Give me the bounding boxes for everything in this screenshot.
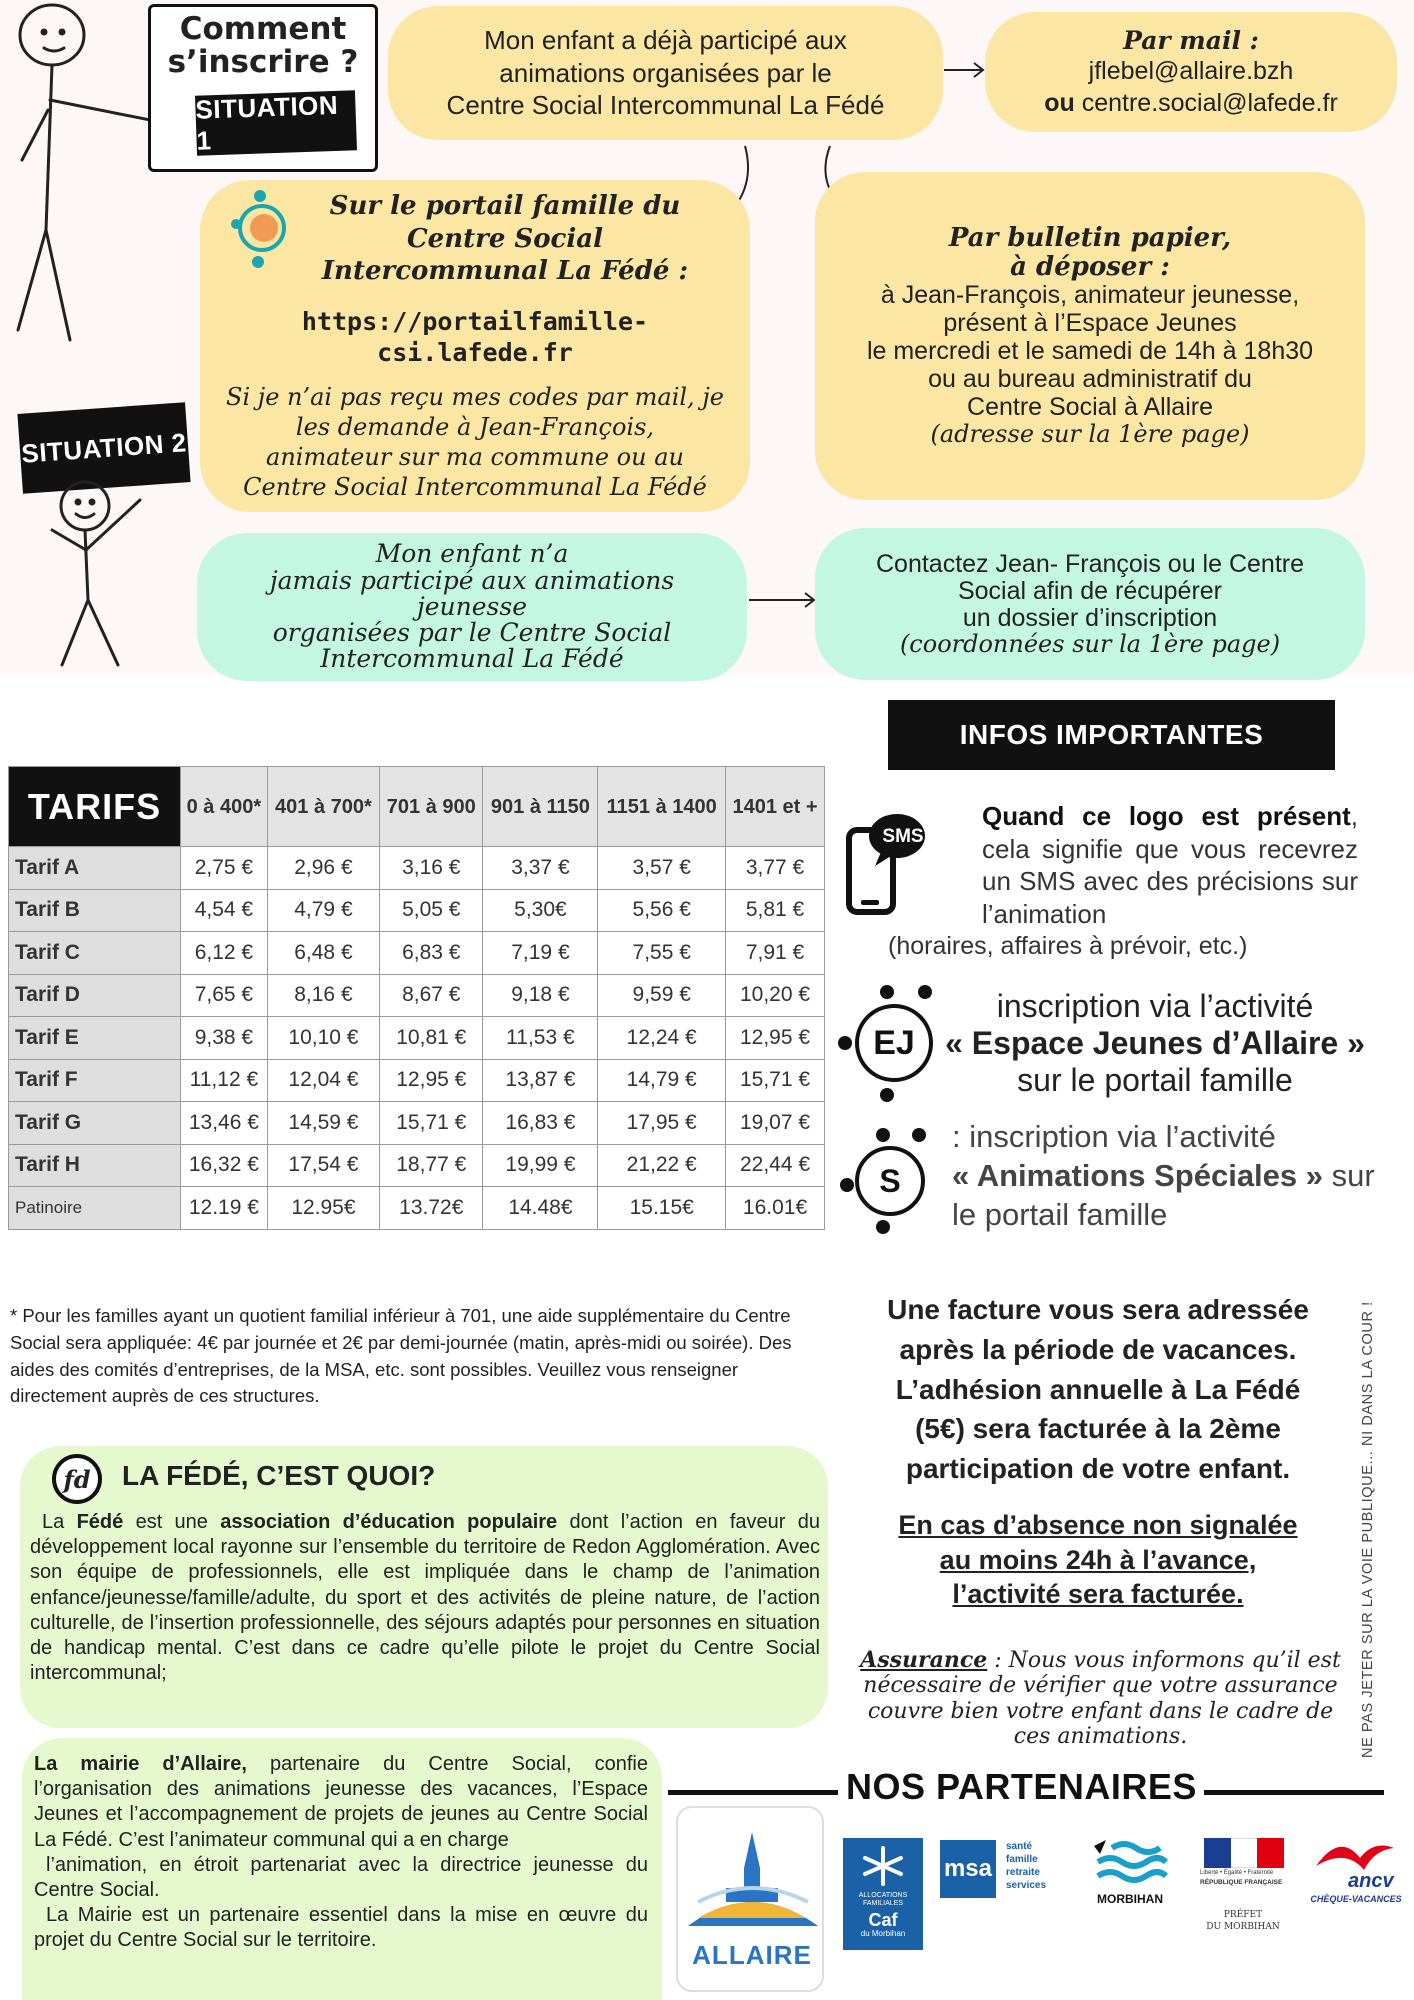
tarif-cell: 11,53 € [483,1017,598,1060]
tarif-cell: 14.48€ [483,1187,598,1230]
facture-line-3: L’adhésion annuelle à La Fédé [895,1373,1301,1405]
tarif-footnote: * Pour les familles ayant un quotient familial inférieur à 701, une aide supplémentaire du Centre Social sera appliquée: 4€ par journée et 2€ par demi-journée (matin, après-midi ou soirée). Des aides des comités d’entreprises, de la MSA, etc. sont possibles. Veuillez vous renseigner directement auprès de ces structures. [10,1305,792,1407]
s-dot-icon [876,1128,890,1142]
absence-line-3: l’activité sera facturée. [952,1579,1244,1610]
contact-line-3: un dossier d’inscription [962,603,1218,632]
tarifs-title: TARIFS [9,767,181,847]
tarif-cell: 6,83 € [380,932,483,975]
portail-title-2: Centre Social [406,223,603,254]
tarif-cell: 6,12 € [181,932,268,975]
tarif-cell: 15,71 € [380,1102,483,1145]
title-line-1: Comment [179,11,347,47]
tarif-cell: 2,75 € [181,847,268,890]
tarif-cell: 13,87 € [483,1059,598,1102]
s-dot-icon [912,1128,926,1142]
sms-explanation [982,800,1358,930]
tarif-cell: 12,24 € [598,1017,726,1060]
situation-2-line-3: organisées par le Centre Social [272,618,672,648]
s-badge-icon: S [855,1146,925,1216]
mairie-text-3: La Mairie est un partenaire essentiel dans la mise en œuvre du projet du Centre Social sur le territoire. [34,1904,648,1952]
table-row [9,1144,825,1187]
ej-dot-icon [880,1088,894,1102]
morbihan-waves-icon [1088,1836,1172,1892]
arrow-right-icon [940,55,990,85]
tarifs-column-header: 701 à 900 [380,767,483,847]
republique-flag-icon [1204,1838,1284,1868]
tarif-cell: 19,07 € [726,1102,825,1145]
caf-line-3: du Morbihan [860,1929,906,1939]
situation-1-line-1: Mon enfant a déjà participé aux [484,25,847,56]
mail-address-1[interactable]: jflebel@allaire.bzh [1088,57,1294,86]
arrow-right-icon [745,585,820,615]
tarif-cell: 22,44 € [726,1144,825,1187]
tarif-cell: 15,71 € [726,1059,825,1102]
situation-2-bubble [197,533,747,681]
s-dot-icon [840,1178,854,1192]
tarif-cell: 8,16 € [267,974,379,1017]
tarif-cell: 17,54 € [267,1144,379,1187]
assurance-notice [848,1648,1353,1749]
mail-or: ou [1044,88,1075,117]
bulletin-line-4: ou au bureau administratif du [928,365,1252,394]
sms-badge-label: SMS [882,826,924,847]
tarifs-column-header: 401 à 700* [267,767,379,847]
la-fede-p-mid: est une [123,1511,221,1533]
ej-dot-icon [880,985,894,999]
situation-2-line-4: Intercommunal La Fédé [320,644,624,674]
tarifs-column-header: 0 à 400* [181,767,268,847]
table-row [9,889,825,932]
msa-line-2: famille [1006,1854,1038,1865]
sms-explanation-text: , cela signifie que vous recevrez un SMS avec des précisions sur l’animation [982,801,1358,929]
portail-note-1: Si je n’ai pas reçu mes codes par mail, je [226,383,724,411]
table-row [9,1059,825,1102]
s-text [952,1118,1392,1234]
msa-line-4: services [1006,1880,1047,1891]
situation-2-line-2: jamais participé aux animations jeunesse [269,565,675,621]
msa-line-3: retraite [1006,1867,1040,1878]
republique-motto: Liberté • Égalité • Fraternité [1200,1870,1274,1876]
situation-1-line-3: Centre Social Intercommunal La Fédé [446,90,885,121]
situation-1-bubble [388,6,943,140]
tarif-cell: 5,05 € [380,889,483,932]
la-fede-p-bold-2: association d’éducation populaire [220,1511,558,1533]
mairie-bold: La mairie d’Allaire, [34,1753,247,1775]
tarif-cell: 14,59 € [267,1102,379,1145]
tarif-cell: 10,81 € [380,1017,483,1060]
tarifs-column-header: 901 à 1150 [483,767,598,847]
allaire-logo [676,1806,824,1992]
stick-figure-waving-illustration [40,470,170,670]
tarif-cell: 9,59 € [598,974,726,1017]
bulletin-line-3: le mercredi et le samedi de 14h à 18h30 [866,337,1314,366]
infos-importantes-header: INFOS IMPORTANTES [888,700,1335,770]
tarif-cell: 12.19 € [181,1187,268,1230]
prefet-line-2: DU MORBIHAN [1206,1922,1280,1932]
ej-line-1: inscription via l’activité [996,988,1314,1024]
republique-name: RÉPUBLIQUE FRANÇAISE [1200,1879,1283,1886]
assurance-label: Assurance [860,1647,988,1673]
partners-rule-left [668,1790,838,1795]
bulletin-note: (adresse sur la 1ère page) [930,420,1250,449]
table-row [9,1102,825,1145]
vertical-text-anchor [1360,1262,1376,1758]
table-row [9,1187,825,1230]
tarif-cell: 13.72€ [380,1187,483,1230]
mairie-text-2: l’animation, en étroit partenariat avec la directrice jeunesse du Centre Social. [34,1853,648,1901]
tarif-cell: 5,81 € [726,889,825,932]
s-line-1: : inscription via l’activité [952,1119,1276,1154]
mail-address-2[interactable]: centre.social@lafede.fr [1081,88,1338,117]
assurance-text: : Nous vous informons qu’il est nécessaire de vérifier que votre assurance couvre bien votre enfant dans le cadre de ces animations. [863,1648,1341,1749]
tarif-cell: 12.95€ [267,1187,379,1230]
la-fede-paragraph [30,1510,820,1686]
mail-title: Par mail : [1123,26,1259,56]
portail-famille-logo-icon [228,186,290,270]
tarifs-table [8,766,825,1230]
ej-text [930,988,1380,1098]
facture-line-4: (5€) sera facturée à la 2ème [915,1413,1281,1445]
tarif-cell: 9,38 € [181,1017,268,1060]
tarifs-column-header: 1401 et + [726,767,825,847]
portail-url-link[interactable]: https://portailfamille-csi.lafede.fr [301,306,649,367]
portail-title-1: Sur le portail famille du [329,191,681,221]
tarif-cell: 14,79 € [598,1059,726,1102]
bulletin-title-2: à déposer : [1010,251,1170,282]
table-row [9,847,825,890]
bulletin-line-5: Centre Social à Allaire [967,393,1213,422]
tarif-cell: 3,16 € [380,847,483,890]
caf-line-1: ALLOCATIONS FAMILIALES [858,1892,908,1907]
tarif-row-label: Tarif A [9,847,181,890]
tarifs-column-header: 1151 à 1400 [598,767,726,847]
mairie-text-1: partenaire du Centre Social, confie l’organisation des animations jeunesse des vacances, l’Espace Jeunes et l’accompagnement de projets de jeunes au Centre Social La Fédé. C’est l’animateur communal qui a en charge [34,1753,648,1851]
ancv-name: ancv [1348,1870,1394,1892]
tarif-cell: 4,79 € [267,889,379,932]
tarif-cell: 10,20 € [726,974,825,1017]
tarif-cell: 7,19 € [483,932,598,975]
la-fede-p-bold-1: Fédé [76,1511,124,1533]
s-line-2-bold: « Animations Spéciales » [952,1157,1324,1193]
contact-line-2: Social afin de récupérer [957,576,1223,605]
tarif-cell: 13,46 € [181,1102,268,1145]
tarif-row-label: Tarif E [9,1017,181,1060]
facture-line-5: participation de votre enfant. [905,1453,1291,1484]
tarif-cell: 3,57 € [598,847,726,890]
facture-line-1: Une facture vous sera adressée [887,1294,1309,1325]
tarif-cell: 8,67 € [380,974,483,1017]
msa-text [1006,1840,1046,1892]
absence-notice [848,1508,1348,1612]
la-fede-logo-icon: fd [52,1454,102,1504]
tarif-cell: 16.01€ [726,1187,825,1230]
ancv-sub: CHÈQUE-VACANCES [1310,1894,1402,1904]
contact-line-1: Contactez Jean- François ou le Centre [876,549,1304,578]
tarif-cell: 12,95 € [726,1017,825,1060]
caf-snowflake-icon [859,1844,907,1888]
tarif-cell: 17,95 € [598,1102,726,1145]
allaire-name: ALLAIRE [692,1940,812,1970]
allaire-church-icon [678,1808,826,1938]
prefet-line-1: PRÉFET [1223,1910,1263,1920]
situation-2-line-1: Mon enfant n’a [375,539,569,569]
tarif-cell: 21,22 € [598,1144,726,1187]
tarif-cell: 7,91 € [726,932,825,975]
sms-explanation-bold: Quand ce logo est présent [982,801,1351,831]
absence-line-1: En cas d’absence non signalée [898,1510,1298,1540]
msa-logo: msa [940,1840,996,1898]
portail-note-3: animateur sur ma commune ou au [266,443,684,471]
facture-notice [848,1290,1348,1489]
tarif-cell: 11,12 € [181,1059,268,1102]
tarif-cell: 2,96 € [267,847,379,890]
mail-bubble [985,12,1397,132]
situation-2-label: SITUATION 2 [17,402,190,494]
title-line-2: s’inscrire ? [167,43,359,80]
tarif-cell: 15.15€ [598,1187,726,1230]
la-fede-title: LA FÉDÉ, C’EST QUOI? [122,1460,436,1491]
bulletin-line-1: à Jean-François, animateur jeunesse, [880,281,1300,310]
situation-1-line-2: animations organisées par le [499,57,832,88]
bulletin-line-2: présent à l’Espace Jeunes [943,309,1237,338]
bulletin-title-1: Par bulletin papier, [948,222,1232,253]
ej-line-3: sur le portail famille [1017,1061,1293,1098]
morbihan-name: MORBIHAN [1097,1892,1163,1906]
table-row [9,974,825,1017]
facture-line-2: après la période de vacances. [899,1333,1297,1365]
tarif-cell: 5,30€ [483,889,598,932]
tarif-row-label: Tarif F [9,1059,181,1102]
portail-note-2: les demande à Jean-François, [295,413,655,441]
tarif-cell: 12,95 € [380,1059,483,1102]
msa-line-1: santé [1006,1841,1033,1852]
tarif-cell: 5,56 € [598,889,726,932]
la-fede-p-start: La [42,1511,77,1533]
contact-note: (coordonnées sur la 1ère page) [899,629,1281,658]
tarif-cell: 18,77 € [380,1144,483,1187]
caf-line-2: Caf [868,1910,898,1931]
tarif-cell: 12,04 € [267,1059,379,1102]
absence-line-2: au moins 24h à l’avance, [939,1544,1257,1575]
tarifs-header-row [9,767,825,847]
tarif-row-label: Tarif B [9,889,181,932]
tarif-cell: 16,83 € [483,1102,598,1145]
tarif-cell: 10,10 € [267,1017,379,1060]
tarif-cell: 3,37 € [483,847,598,890]
portail-note-4: Centre Social Intercommunal La Fédé [243,473,707,501]
tarif-cell: 9,18 € [483,974,598,1017]
portail-title-3: Intercommunal La Fédé : [321,256,689,286]
tarif-cell: 16,32 € [181,1144,268,1187]
vertical-disclaimer: NE PAS JETER SUR LA VOIE PUBLIQUE... NI DANS LA COUR ! [1360,1301,1376,1758]
partners-rule-right [1204,1790,1384,1795]
mairie-paragraph [34,1752,648,1954]
contact-bubble [815,528,1365,680]
s-line-3: le portail famille [952,1196,1168,1232]
tarif-cell: 19,99 € [483,1144,598,1187]
tarif-cell: 7,65 € [181,974,268,1017]
partners-title: NOS PARTENAIRES [846,1766,1197,1807]
s-line-2-rest: sur [1323,1157,1375,1193]
situation-1-label: SITUATION 1 [195,90,357,156]
table-row [9,932,825,975]
tarif-row-label: Tarif H [9,1144,181,1187]
tarif-cell: 7,55 € [598,932,726,975]
tarif-cell: 3,77 € [726,847,825,890]
la-fede-p-rest: dont l’action en faveur du développement local rayonne sur l’ensemble du territoire de Redon Agglomération. Avec son équipe de professionnels, elle est impliquée dans le champ de l’animation enfance/jeunesse/famille/adulte, du sport et des activités de pleine nature, de l’action culturelle, de l’insertion professionnelle, des séjours adaptés pour personnes en situation de handicap mental. C’est dans ce cadre qu’elle pilote le projet du Centre Social intercommunal; [30,1511,820,1685]
ej-dot-icon [838,1036,852,1050]
s-dot-icon [876,1220,890,1234]
bulletin-papier-bubble [815,172,1365,500]
tarif-row-label: Tarif G [9,1102,181,1145]
tarif-row-label: Tarif D [9,974,181,1017]
tarif-cell: 6,48 € [267,932,379,975]
tarif-row-label: Tarif C [9,932,181,975]
ej-badge-icon: EJ [855,1004,933,1082]
table-row [9,1017,825,1060]
caf-logo [843,1838,923,1950]
ej-line-2: « Espace Jeunes d’Allaire » [945,1024,1365,1061]
tarif-row-label: Patinoire [9,1187,181,1230]
tarif-cell: 4,54 € [181,889,268,932]
sms-explanation-extra: (horaires, affaires à prévoir, etc.) [888,932,1248,960]
